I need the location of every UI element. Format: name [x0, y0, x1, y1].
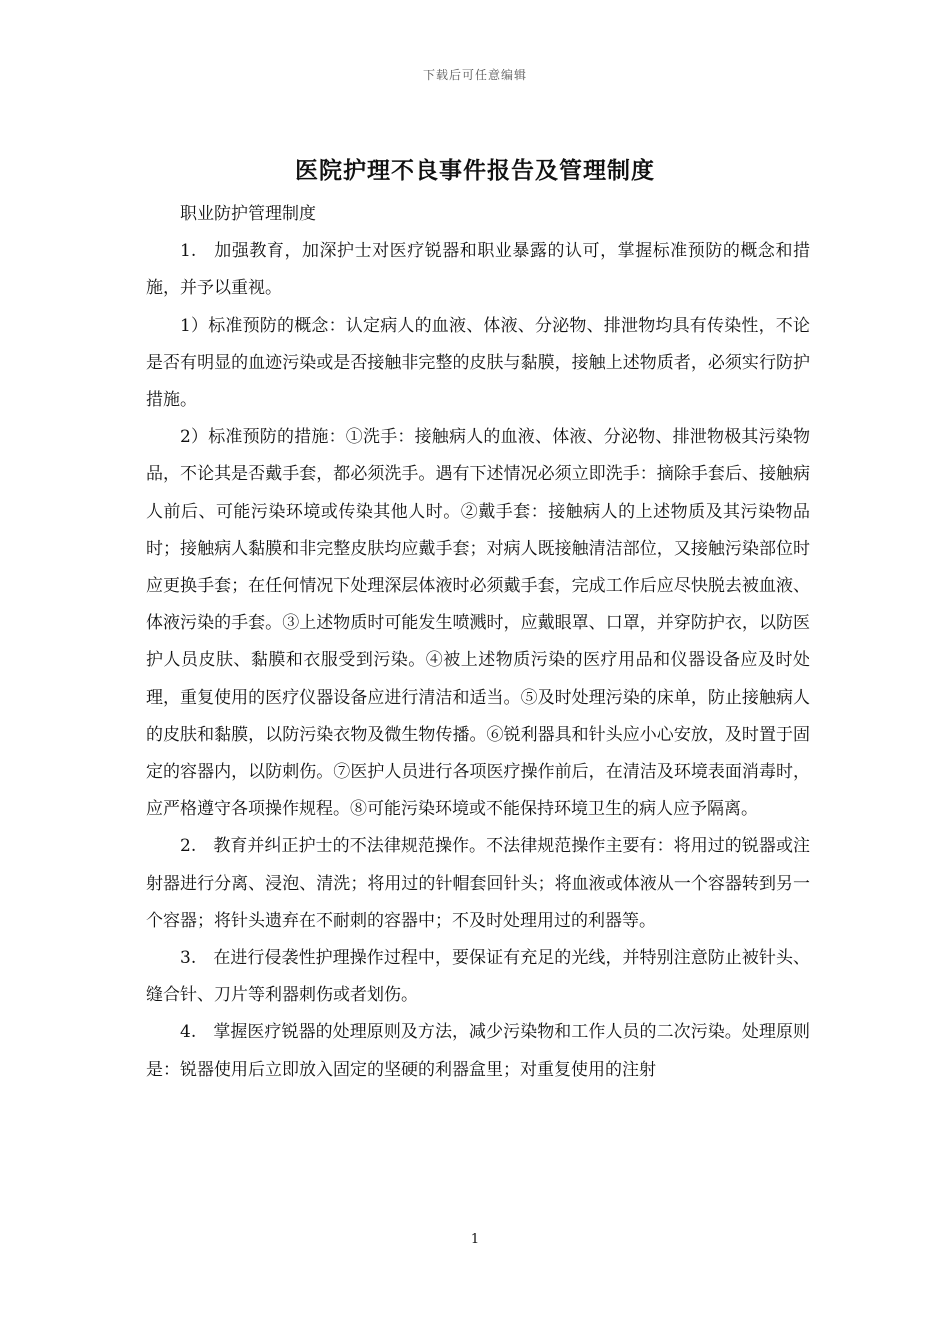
- paragraph: 4. 掌握医疗锐器的处理原则及方法，减少污染物和工作人员的二次污染。处理原则是：锐器使用后立即放入固定的坚硬的利器盒里；对重复使用的注射: [146, 1022, 810, 1080]
- paragraph: 1）标准预防的概念：认定病人的血液、体液、分泌物、排泄物均具有传染性，不论是否有明显的血迹污染或是否接触非完整的皮肤与黏膜，接触上述物质者，必须实行防护措施。: [146, 315, 810, 411]
- document-body: [146, 196, 810, 1089]
- page-header-note: 下载后可任意编辑: [422, 68, 527, 82]
- page-number: 1: [470, 1232, 480, 1247]
- document-title: 医院护理不良事件报告及管理制度: [295, 157, 655, 184]
- paragraph: 1. 加强教育，加深护士对医疗锐器和职业暴露的认可，掌握标准预防的概念和措施，并予以重视。: [146, 241, 810, 299]
- paragraph: 2. 教育并纠正护士的不法律规范操作。不法律规范操作主要有：将用过的锐器或注射器进行分离、浸泡、清洗；将用过的针帽套回针头；将血液或体液从一个容器转到另一个容器；将针头遗弃在不耐刺的容器中；不及时处理用过的利器等。: [146, 836, 810, 931]
- paragraph: 2）标准预防的措施：①洗手：接触病人的血液、体液、分泌物、排泄物极其污染物品，不论其是否戴手套，都必须洗手。遇有下述情况必须立即洗手：摘除手套后、接触病人前后、可能污染环境或传染其他人时。②戴手套：接触病人的上述物质及其污染物品时；接触病人黏膜和非完整皮肤均应戴手套；对病人既接触清洁部位，又接触污染部位时应更换手套；在任何情况下处理深层体液时必须戴手套，完成工作后应尽快脱去被血液、体液污染的手套。③上述物质时可能发生喷溅时，应戴眼罩、口罩，并穿防护衣，以防医护人员皮肤、黏膜和衣服受到污染。④被上述物质污染的医疗用品和仪器设备应及时处理，重复使用的医疗仪器设备应进行清洁和适当。⑤及时处理污染的床单，防止接触病人的皮肤和黏膜，以防污染衣物及微生物传播。⑥锐利器具和针头应小心安放，及时置于固定的容器内，以防刺伤。⑦医护人员进行各项医疗操作前后，在清洁及环境表面消毒时，应严格遵守各项操作规程。⑧可能污染环境或不能保持环境卫生的病人应予隔离。: [146, 427, 810, 820]
- paragraph: 3. 在进行侵袭性护理操作过程中，要保证有充足的光线，并特别注意防止被针头、缝合针、刀片等利器刺伤或者划伤。: [146, 948, 810, 1006]
- section-heading: 职业防护管理制度: [180, 204, 316, 224]
